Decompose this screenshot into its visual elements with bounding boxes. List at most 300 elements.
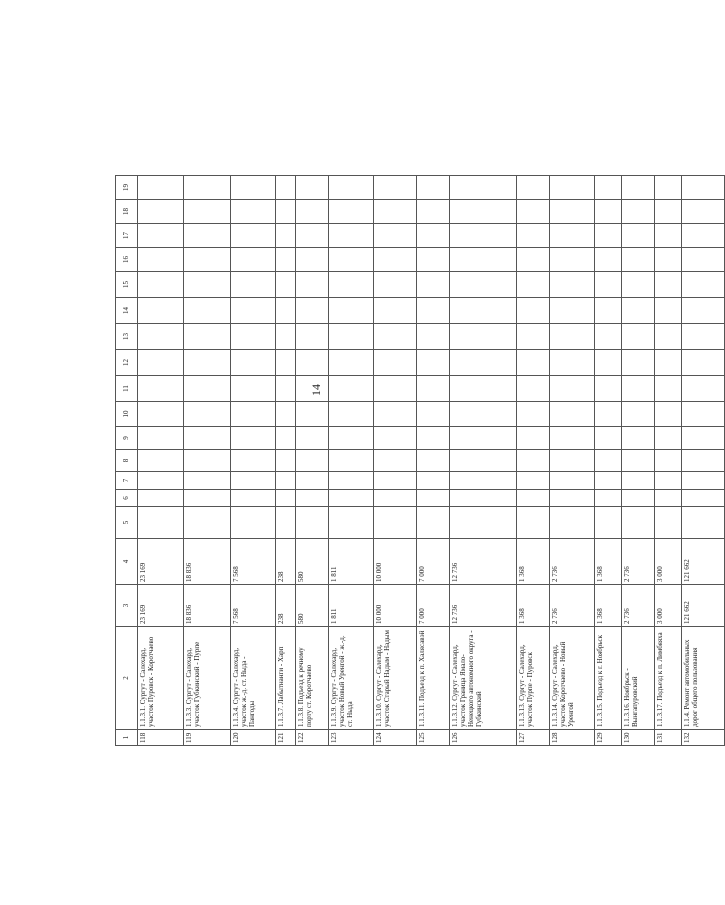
empty-cell (328, 272, 373, 298)
column-header: 12 (116, 350, 138, 376)
empty-cell (654, 298, 681, 324)
empty-cell (550, 200, 595, 224)
row-number-cell: 132 (681, 730, 724, 746)
value-cell-col3: 580 (295, 585, 328, 627)
empty-cell (621, 224, 654, 248)
empty-cell (275, 324, 295, 350)
empty-cell (373, 248, 416, 272)
empty-cell (373, 324, 416, 350)
empty-cell (184, 248, 231, 272)
value-cell-col4: 1 811 (328, 539, 373, 585)
empty-cell (137, 376, 184, 402)
empty-cell (137, 272, 184, 298)
empty-cell (275, 376, 295, 402)
value-cell-col4: 7 568 (230, 539, 275, 585)
empty-cell (295, 248, 328, 272)
table-row (550, 176, 595, 746)
empty-cell (275, 507, 295, 539)
empty-cell (328, 450, 373, 472)
empty-cell (328, 224, 373, 248)
empty-cell (328, 350, 373, 376)
empty-cell (373, 472, 416, 490)
empty-cell (137, 224, 184, 248)
empty-cell (595, 472, 622, 490)
empty-cell (450, 200, 517, 224)
table-row (295, 176, 328, 746)
empty-cell (595, 324, 622, 350)
table-row (137, 176, 184, 746)
empty-cell (417, 298, 450, 324)
empty-cell (230, 376, 275, 402)
empty-cell (516, 272, 549, 298)
empty-cell (450, 350, 517, 376)
empty-cell (184, 324, 231, 350)
empty-cell (595, 298, 622, 324)
empty-cell (137, 450, 184, 472)
empty-cell (230, 224, 275, 248)
empty-cell (621, 272, 654, 298)
empty-cell (654, 490, 681, 507)
row-number-cell: 122 (295, 730, 328, 746)
empty-cell (275, 350, 295, 376)
empty-cell (516, 490, 549, 507)
row-number-cell: 124 (373, 730, 416, 746)
empty-cell (275, 472, 295, 490)
empty-cell (516, 350, 549, 376)
column-header: 4 (116, 539, 138, 585)
empty-cell (550, 248, 595, 272)
row-name-cell: 1.1.3.4. Сургут - Салехард, участок ж.-д. ст. Ныда - Пангоды (230, 627, 275, 730)
empty-cell (184, 298, 231, 324)
empty-cell (621, 472, 654, 490)
empty-cell (516, 176, 549, 200)
value-cell-col4: 12 736 (450, 539, 517, 585)
row-number-cell: 125 (417, 730, 450, 746)
empty-cell (550, 272, 595, 298)
row-number-cell: 126 (450, 730, 517, 746)
empty-cell (595, 176, 622, 200)
table-row (595, 176, 622, 746)
empty-cell (621, 298, 654, 324)
page-number: 14 (309, 384, 323, 396)
empty-cell (137, 350, 184, 376)
empty-cell (328, 427, 373, 450)
empty-cell (275, 298, 295, 324)
value-cell-col3: 7 000 (417, 585, 450, 627)
empty-cell (295, 324, 328, 350)
row-number-cell: 129 (595, 730, 622, 746)
row-name-cell: 1.1.3.11. Подъезд к п. Халясавэй (417, 627, 450, 730)
empty-cell (417, 402, 450, 427)
empty-cell (450, 176, 517, 200)
empty-cell (230, 402, 275, 427)
empty-cell (450, 507, 517, 539)
empty-cell (184, 490, 231, 507)
value-cell-col3: 3 000 (654, 585, 681, 627)
column-header: 17 (116, 224, 138, 248)
empty-cell (595, 248, 622, 272)
row-number-cell: 118 (137, 730, 184, 746)
row-name-cell: 1.1.3.1. Сургут - Салехард, участок Пуровск - Коротчаево (137, 627, 184, 730)
empty-cell (184, 507, 231, 539)
empty-cell (550, 490, 595, 507)
empty-cell (373, 427, 416, 450)
value-cell-col3: 121 662 (681, 585, 724, 627)
empty-cell (654, 176, 681, 200)
empty-cell (595, 376, 622, 402)
empty-cell (595, 402, 622, 427)
empty-cell (550, 427, 595, 450)
empty-cell (137, 472, 184, 490)
empty-cell (550, 298, 595, 324)
empty-cell (275, 200, 295, 224)
empty-cell (681, 402, 724, 427)
value-cell-col3: 12 736 (450, 585, 517, 627)
table-row (275, 176, 295, 746)
empty-cell (681, 248, 724, 272)
row-number-cell: 130 (621, 730, 654, 746)
empty-cell (450, 298, 517, 324)
empty-cell (417, 200, 450, 224)
row-number-cell: 123 (328, 730, 373, 746)
empty-cell (275, 248, 295, 272)
value-cell-col4: 2 736 (550, 539, 595, 585)
empty-cell (450, 248, 517, 272)
empty-cell (417, 490, 450, 507)
empty-cell (373, 176, 416, 200)
empty-cell (450, 450, 517, 472)
empty-cell (550, 507, 595, 539)
empty-cell (516, 324, 549, 350)
value-cell-col3: 10 000 (373, 585, 416, 627)
value-cell-col3: 18 836 (184, 585, 231, 627)
empty-cell (621, 507, 654, 539)
empty-cell (295, 427, 328, 450)
empty-cell (681, 427, 724, 450)
empty-cell (295, 350, 328, 376)
value-cell-col4: 238 (275, 539, 295, 585)
row-number-cell: 127 (516, 730, 549, 746)
table-row (654, 176, 681, 746)
value-cell-col4: 1 368 (516, 539, 549, 585)
empty-cell (681, 350, 724, 376)
empty-cell (417, 472, 450, 490)
column-header: 14 (116, 298, 138, 324)
value-cell-col3: 7 568 (230, 585, 275, 627)
value-cell-col4: 1 368 (595, 539, 622, 585)
empty-cell (550, 224, 595, 248)
empty-cell (595, 350, 622, 376)
empty-cell (516, 427, 549, 450)
empty-cell (373, 272, 416, 298)
empty-cell (516, 450, 549, 472)
row-name-cell: 1.1.3.7. Лабытнанги - Харп (275, 627, 295, 730)
column-header: 7 (116, 472, 138, 490)
empty-cell (516, 224, 549, 248)
empty-cell (450, 272, 517, 298)
empty-cell (373, 402, 416, 427)
empty-cell (516, 507, 549, 539)
table-row (184, 176, 231, 746)
column-header: 1 (116, 730, 138, 746)
table-row (230, 176, 275, 746)
empty-cell (550, 450, 595, 472)
empty-cell (184, 176, 231, 200)
empty-cell (230, 272, 275, 298)
empty-cell (275, 490, 295, 507)
empty-cell (275, 272, 295, 298)
row-name-cell: 1.1.3.15. Подъезд к г. Ноябрьск (595, 627, 622, 730)
empty-cell (295, 402, 328, 427)
empty-cell (295, 472, 328, 490)
empty-cell (621, 450, 654, 472)
empty-cell (681, 450, 724, 472)
empty-cell (275, 427, 295, 450)
column-header: 19 (116, 176, 138, 200)
empty-cell (230, 298, 275, 324)
row-name-cell: 1.1.3.17. Подъезд к п. Лимбяяха (654, 627, 681, 730)
empty-cell (184, 224, 231, 248)
empty-cell (295, 298, 328, 324)
empty-cell (550, 324, 595, 350)
column-header: 10 (116, 402, 138, 427)
empty-cell (550, 402, 595, 427)
empty-cell (654, 472, 681, 490)
value-cell-col4: 10 000 (373, 539, 416, 585)
empty-cell (654, 427, 681, 450)
empty-cell (275, 224, 295, 248)
value-cell-col4: 23 169 (137, 539, 184, 585)
row-number-cell: 119 (184, 730, 231, 746)
empty-cell (328, 490, 373, 507)
empty-cell (450, 427, 517, 450)
empty-cell (681, 272, 724, 298)
table-row (328, 176, 373, 746)
empty-cell (681, 324, 724, 350)
value-cell-col4: 7 000 (417, 539, 450, 585)
empty-cell (450, 324, 517, 350)
empty-cell (328, 176, 373, 200)
empty-cell (681, 224, 724, 248)
empty-cell (328, 376, 373, 402)
empty-cell (654, 507, 681, 539)
empty-cell (417, 450, 450, 472)
empty-cell (654, 200, 681, 224)
row-number-cell: 128 (550, 730, 595, 746)
empty-cell (275, 176, 295, 200)
empty-cell (230, 200, 275, 224)
empty-cell (516, 200, 549, 224)
empty-cell (654, 272, 681, 298)
empty-cell (417, 248, 450, 272)
row-number-cell: 131 (654, 730, 681, 746)
table-row (373, 176, 416, 746)
empty-cell (621, 350, 654, 376)
row-number-cell: 120 (230, 730, 275, 746)
empty-cell (184, 472, 231, 490)
empty-cell (681, 472, 724, 490)
empty-cell (621, 176, 654, 200)
empty-cell (417, 427, 450, 450)
empty-cell (230, 450, 275, 472)
empty-cell (137, 490, 184, 507)
empty-cell (550, 376, 595, 402)
empty-cell (275, 402, 295, 427)
empty-cell (230, 350, 275, 376)
table-row (450, 176, 517, 746)
column-header: 9 (116, 427, 138, 450)
empty-cell (516, 248, 549, 272)
table-header-row (116, 176, 138, 746)
row-name-cell: 1.1.3.10. Сургут - Салехард, участок Старый Надым - Надым (373, 627, 416, 730)
value-cell-col4: 580 (295, 539, 328, 585)
empty-cell (681, 490, 724, 507)
row-name-cell: 1.1.3.12. Сургут - Салехард, участок Граница Ямало-Ненецкого автономного округа - Губкинский (450, 627, 517, 730)
row-name-cell: 1.1.3.16. Ноябрьск - Вынгапуровский (621, 627, 654, 730)
empty-cell (328, 298, 373, 324)
value-cell-col3: 23 169 (137, 585, 184, 627)
empty-cell (184, 272, 231, 298)
value-cell-col3: 1 811 (328, 585, 373, 627)
empty-cell (137, 427, 184, 450)
value-cell-col4: 3 000 (654, 539, 681, 585)
empty-cell (373, 490, 416, 507)
empty-cell (373, 298, 416, 324)
empty-cell (595, 450, 622, 472)
column-header: 18 (116, 200, 138, 224)
row-name-cell: 1.1.3.8. Подъезд к речному порту ст. Коротчаево (295, 627, 328, 730)
column-header: 2 (116, 627, 138, 730)
empty-cell (328, 200, 373, 224)
empty-cell (621, 427, 654, 450)
empty-cell (295, 450, 328, 472)
empty-cell (654, 402, 681, 427)
empty-cell (373, 200, 416, 224)
empty-cell (230, 324, 275, 350)
empty-cell (328, 402, 373, 427)
empty-cell (654, 224, 681, 248)
empty-cell (417, 350, 450, 376)
empty-cell (137, 176, 184, 200)
empty-cell (681, 376, 724, 402)
empty-cell (654, 324, 681, 350)
column-header: 15 (116, 272, 138, 298)
table-row (681, 176, 724, 746)
empty-cell (516, 402, 549, 427)
empty-cell (137, 507, 184, 539)
empty-cell (516, 376, 549, 402)
row-name-cell: 1.1.3.9. Сургут - Салехард, участок Новый Уренгой - ж.-д. ст. Ныда (328, 627, 373, 730)
empty-cell (137, 324, 184, 350)
empty-cell (373, 507, 416, 539)
empty-cell (373, 376, 416, 402)
table-row (621, 176, 654, 746)
empty-cell (328, 472, 373, 490)
column-header: 11 (116, 376, 138, 402)
empty-cell (550, 350, 595, 376)
value-cell-col3: 1 368 (516, 585, 549, 627)
empty-cell (450, 472, 517, 490)
empty-cell (328, 507, 373, 539)
empty-cell (595, 200, 622, 224)
empty-cell (595, 507, 622, 539)
empty-cell (230, 507, 275, 539)
empty-cell (450, 402, 517, 427)
value-cell-col4: 121 662 (681, 539, 724, 585)
empty-cell (295, 376, 328, 402)
empty-cell (295, 224, 328, 248)
column-header: 3 (116, 585, 138, 627)
empty-cell (681, 200, 724, 224)
empty-cell (681, 298, 724, 324)
empty-cell (417, 272, 450, 298)
empty-cell (230, 248, 275, 272)
empty-cell (550, 176, 595, 200)
empty-cell (417, 324, 450, 350)
empty-cell (450, 490, 517, 507)
empty-cell (295, 200, 328, 224)
empty-cell (450, 224, 517, 248)
empty-cell (295, 507, 328, 539)
empty-cell (184, 200, 231, 224)
row-number-cell: 121 (275, 730, 295, 746)
empty-cell (417, 176, 450, 200)
value-cell-col4: 2 736 (621, 539, 654, 585)
empty-cell (654, 450, 681, 472)
data-table (115, 175, 725, 746)
empty-cell (328, 324, 373, 350)
empty-cell (230, 427, 275, 450)
empty-cell (137, 402, 184, 427)
empty-cell (621, 402, 654, 427)
row-name-cell: 1.1.4. Ремонт автомобильных дорог общего пользования (681, 627, 724, 730)
empty-cell (595, 224, 622, 248)
value-cell-col3: 238 (275, 585, 295, 627)
value-cell-col3: 1 368 (595, 585, 622, 627)
value-cell-col4: 18 836 (184, 539, 231, 585)
empty-cell (417, 224, 450, 248)
empty-cell (621, 376, 654, 402)
empty-cell (595, 427, 622, 450)
column-header: 8 (116, 450, 138, 472)
empty-cell (681, 507, 724, 539)
empty-cell (230, 490, 275, 507)
empty-cell (328, 248, 373, 272)
value-cell-col3: 2 736 (550, 585, 595, 627)
empty-cell (184, 450, 231, 472)
column-header: 6 (116, 490, 138, 507)
column-header: 16 (116, 248, 138, 272)
empty-cell (595, 490, 622, 507)
value-cell-col3: 2 736 (621, 585, 654, 627)
empty-cell (373, 450, 416, 472)
empty-cell (137, 248, 184, 272)
empty-cell (621, 324, 654, 350)
empty-cell (184, 427, 231, 450)
empty-cell (230, 472, 275, 490)
empty-cell (654, 350, 681, 376)
empty-cell (230, 176, 275, 200)
table-row (417, 176, 450, 746)
empty-cell (295, 490, 328, 507)
empty-cell (417, 507, 450, 539)
empty-cell (184, 402, 231, 427)
row-name-cell: 1.1.3.13. Сургут - Салехард, участок Пурпе - Пуровск (516, 627, 549, 730)
empty-cell (681, 176, 724, 200)
empty-cell (295, 272, 328, 298)
empty-cell (450, 376, 517, 402)
empty-cell (550, 472, 595, 490)
